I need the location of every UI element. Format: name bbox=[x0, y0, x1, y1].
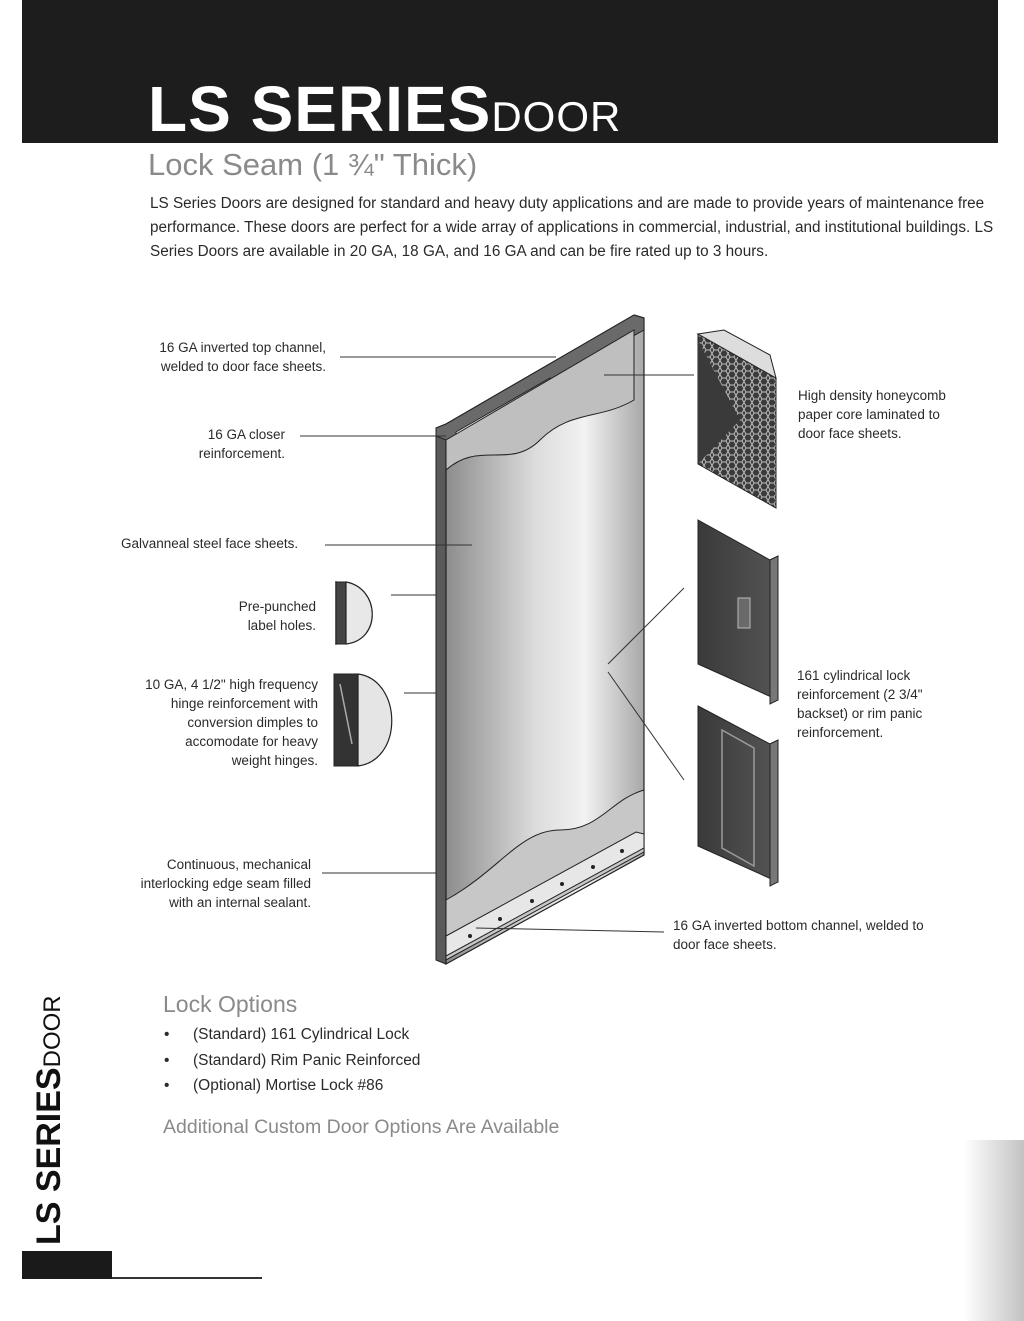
hinge-reinforcement-detail bbox=[334, 674, 392, 766]
callout-face-sheets bbox=[121, 534, 298, 553]
callout-edge-seam bbox=[100, 855, 311, 912]
footer-rule bbox=[112, 1277, 262, 1279]
list-item-text: (Optional) Mortise Lock #86 bbox=[193, 1077, 384, 1094]
callout-line: hinge reinforcement with bbox=[170, 696, 318, 711]
callout-line: label holes. bbox=[247, 618, 316, 633]
callout-line: reinforcement. bbox=[797, 725, 884, 740]
scan-edge bbox=[998, 0, 1024, 143]
title-bold: LS SERIES bbox=[148, 73, 492, 145]
callout-top-channel bbox=[100, 338, 326, 376]
title-light: DOOR bbox=[491, 93, 622, 140]
callout-line: reinforcement. bbox=[198, 446, 285, 461]
callout-line: welded to door face sheets. bbox=[160, 359, 326, 374]
callout-line: Pre-punched bbox=[238, 599, 316, 614]
label-holes-detail bbox=[336, 582, 372, 644]
lock-reinforcement-detail bbox=[698, 520, 778, 704]
callout-line: with an internal sealant. bbox=[169, 895, 311, 910]
side-label-light: DOOR bbox=[39, 995, 66, 1068]
callout-line: 16 GA inverted top channel, bbox=[159, 340, 326, 355]
footer-block bbox=[22, 1251, 112, 1279]
scan-shadow bbox=[964, 1140, 1024, 1321]
callout-line: accomodate for heavy bbox=[185, 734, 318, 749]
callout-line: Continuous, mechanical bbox=[166, 857, 311, 872]
list-item bbox=[160, 1048, 420, 1074]
list-item bbox=[160, 1073, 420, 1099]
callout-bottom-channel bbox=[673, 916, 924, 954]
callout-honeycomb bbox=[798, 386, 946, 443]
lock-options-list bbox=[160, 1022, 420, 1099]
callout-line: 161 cylindrical lock bbox=[797, 668, 911, 683]
rim-panic-reinforcement-detail bbox=[698, 706, 778, 886]
callout-line: weight hinges. bbox=[231, 753, 318, 768]
list-item-text: (Standard) Rim Panic Reinforced bbox=[193, 1051, 421, 1069]
list-item-text: (Standard) 161 Cylindrical Lock bbox=[193, 1026, 410, 1043]
lock-options-heading: Lock Options bbox=[163, 991, 298, 1017]
callout-line: door face sheets. bbox=[798, 426, 902, 441]
callout-line: 10 GA, 4 1/2" high frequency bbox=[145, 677, 318, 692]
callout-line: 16 GA closer bbox=[207, 427, 285, 442]
intro-paragraph: LS Series Doors are designed for standard and heavy duty applications and are made to provide years of maintenance free performance. These doors are perfect for a wide array of applications in commercial, industrial, and institutional buildings. LS Series Doors are available in 20 GA, 18 GA, and 16 GA and can be fire rated up to 3 hours. bbox=[150, 195, 994, 260]
page-subtitle: Lock Seam (1 ¾" Thick) bbox=[148, 147, 478, 182]
side-label-bold: LS SERIES bbox=[30, 1067, 68, 1245]
callout-line: door face sheets. bbox=[673, 937, 777, 952]
bullet: • bbox=[164, 1051, 170, 1069]
bullet: • bbox=[164, 1077, 170, 1094]
callout-hinge bbox=[100, 675, 318, 770]
callout-line: 16 GA inverted bottom channel, welded to bbox=[673, 918, 924, 933]
door-edge bbox=[436, 424, 446, 964]
callout-line: backset) or rim panic bbox=[797, 706, 923, 721]
bullet: • bbox=[164, 1026, 170, 1043]
list-item bbox=[160, 1022, 420, 1048]
callout-line: Galvanneal steel face sheets. bbox=[121, 536, 299, 551]
side-label bbox=[30, 995, 69, 1245]
callout-lock bbox=[797, 666, 923, 742]
page-title bbox=[148, 72, 621, 146]
callout-line: High density honeycomb bbox=[798, 388, 946, 403]
callout-line: reinforcement (2 3/4" bbox=[797, 687, 923, 702]
honeycomb-core-detail bbox=[698, 330, 776, 508]
callout-closer bbox=[100, 425, 285, 463]
custom-options-note: Additional Custom Door Options Are Available bbox=[163, 1116, 560, 1138]
callout-line: conversion dimples to bbox=[187, 715, 318, 730]
callout-label-holes bbox=[100, 597, 316, 635]
callout-line: paper core laminated to bbox=[798, 407, 940, 422]
callout-line: interlocking edge seam filled bbox=[140, 876, 311, 891]
